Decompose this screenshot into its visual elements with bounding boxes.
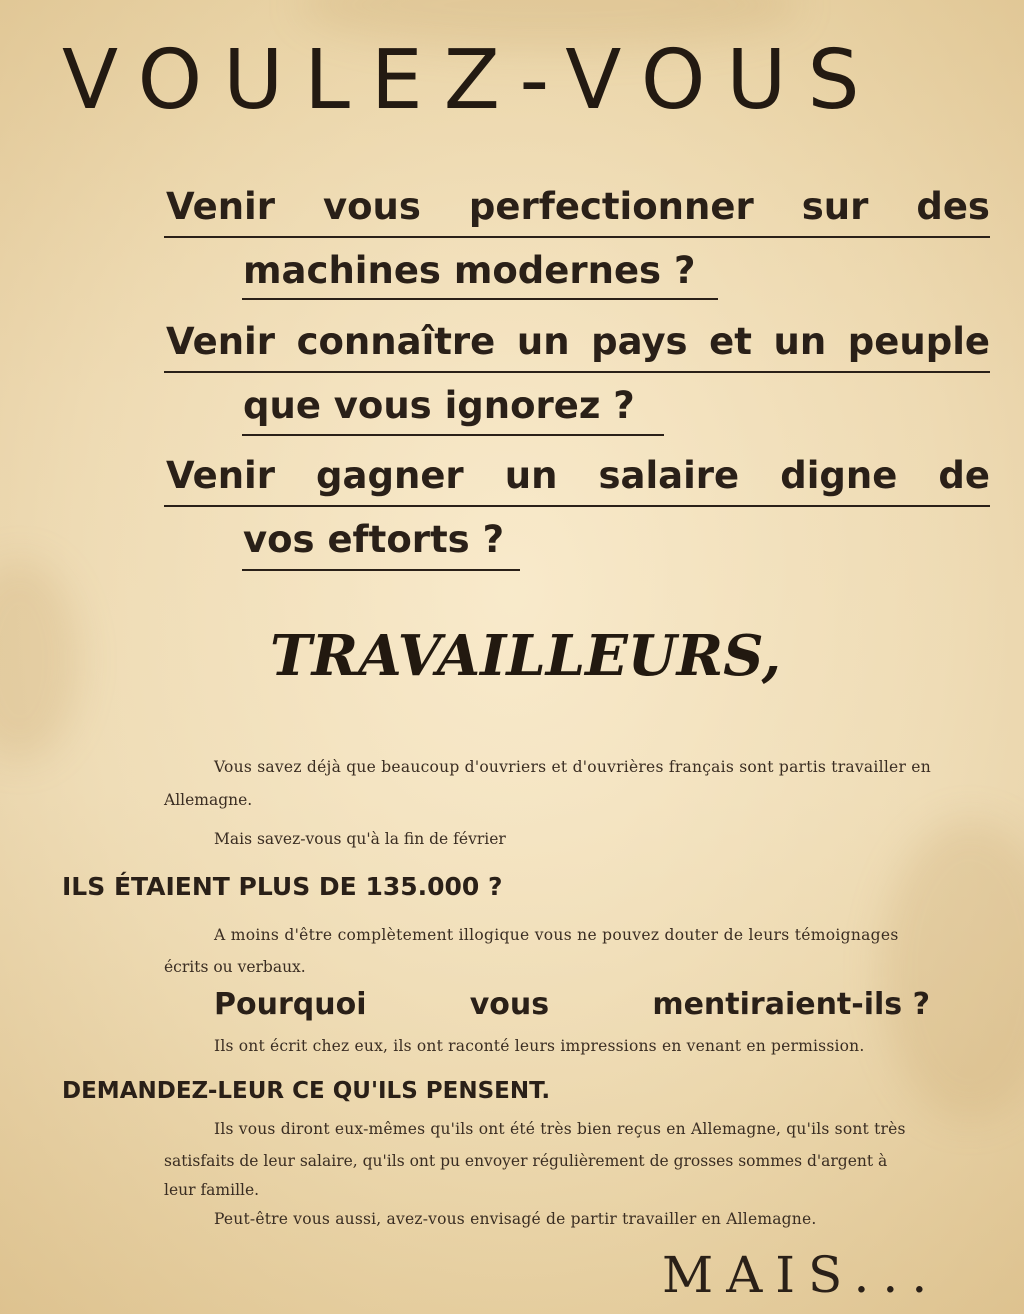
underline bbox=[242, 298, 718, 300]
underline bbox=[242, 569, 520, 571]
heading-word: Pourquoi bbox=[214, 987, 367, 1022]
question-word: connaître bbox=[296, 320, 496, 363]
question-word: Venir bbox=[166, 185, 275, 228]
question-word: Venir bbox=[166, 454, 275, 497]
question-word: vous bbox=[323, 185, 421, 228]
title-travailleurs: TRAVAILLEURS, bbox=[270, 623, 782, 689]
underline bbox=[164, 371, 990, 373]
paragraph-1-line-2: Allemagne. bbox=[164, 791, 253, 809]
question-word: des bbox=[916, 185, 990, 228]
question-word: un bbox=[773, 320, 827, 363]
question-2-line-2: que vous ignorez ? bbox=[243, 384, 635, 427]
question-word: perfectionner bbox=[468, 185, 754, 228]
question-word: digne bbox=[780, 454, 898, 497]
heading-demandez-leur: DEMANDEZ-LEUR CE QU'ILS PENSENT. bbox=[62, 1078, 551, 1104]
question-word: un bbox=[504, 454, 558, 497]
question-1-line-1 bbox=[166, 185, 990, 228]
paper-stain bbox=[0, 560, 80, 760]
question-3-line-1 bbox=[166, 454, 990, 497]
paragraph-5-line-2: satisfaits de leur salaire, qu'ils ont pu envoyer régulièrement de grosses sommes d'argent à bbox=[164, 1152, 888, 1170]
underline bbox=[164, 236, 990, 238]
question-word: pays bbox=[591, 320, 688, 363]
headline: VOULEZ-VOUS bbox=[62, 33, 881, 128]
question-word: sur bbox=[801, 185, 869, 228]
question-word: gagner bbox=[316, 454, 464, 497]
question-word: et bbox=[709, 320, 752, 363]
question-2-line-1 bbox=[166, 320, 990, 363]
paragraph-2: Mais savez-vous qu'à la fin de février bbox=[214, 830, 506, 848]
question-word: un bbox=[516, 320, 570, 363]
paragraph-3-line-2: écrits ou verbaux. bbox=[164, 958, 306, 976]
question-3-line-2: vos eftorts ? bbox=[243, 518, 505, 561]
question-word: salaire bbox=[598, 454, 740, 497]
question-word: peuple bbox=[847, 320, 990, 363]
paragraph-6: Peut-être vous aussi, avez-vous envisagé de partir travailler en Allemagne. bbox=[214, 1210, 817, 1228]
underline bbox=[242, 434, 664, 436]
question-word: de bbox=[938, 454, 990, 497]
heading-ils-etaient: ILS ÉTAIENT PLUS DE 135.000 ? bbox=[62, 872, 503, 901]
paper-stain bbox=[880, 820, 1024, 1120]
question-1-line-2: machines modernes ? bbox=[243, 249, 696, 292]
heading-pourquoi bbox=[214, 987, 930, 1022]
paragraph-5-line-1: Ils vous diront eux-mêmes qu'ils ont été très bien reçus en Allemagne, qu'ils sont très bbox=[214, 1120, 906, 1138]
heading-word: mentiraient-ils ? bbox=[652, 987, 930, 1022]
question-word: Venir bbox=[166, 320, 275, 363]
paragraph-1-line-1: Vous savez déjà que beaucoup d'ouvriers et d'ouvrières français sont partis travailler en bbox=[214, 758, 931, 776]
paragraph-3-line-1: A moins d'être complètement illogique vous ne pouvez douter de leurs témoignages bbox=[214, 926, 899, 944]
underline bbox=[164, 505, 990, 507]
paragraph-5-line-3: leur famille. bbox=[164, 1181, 260, 1199]
paragraph-4: Ils ont écrit chez eux, ils ont raconté leurs impressions en venant en permission. bbox=[214, 1037, 865, 1055]
heading-word: vous bbox=[469, 987, 550, 1022]
closing-mais: MAIS... bbox=[662, 1246, 941, 1304]
